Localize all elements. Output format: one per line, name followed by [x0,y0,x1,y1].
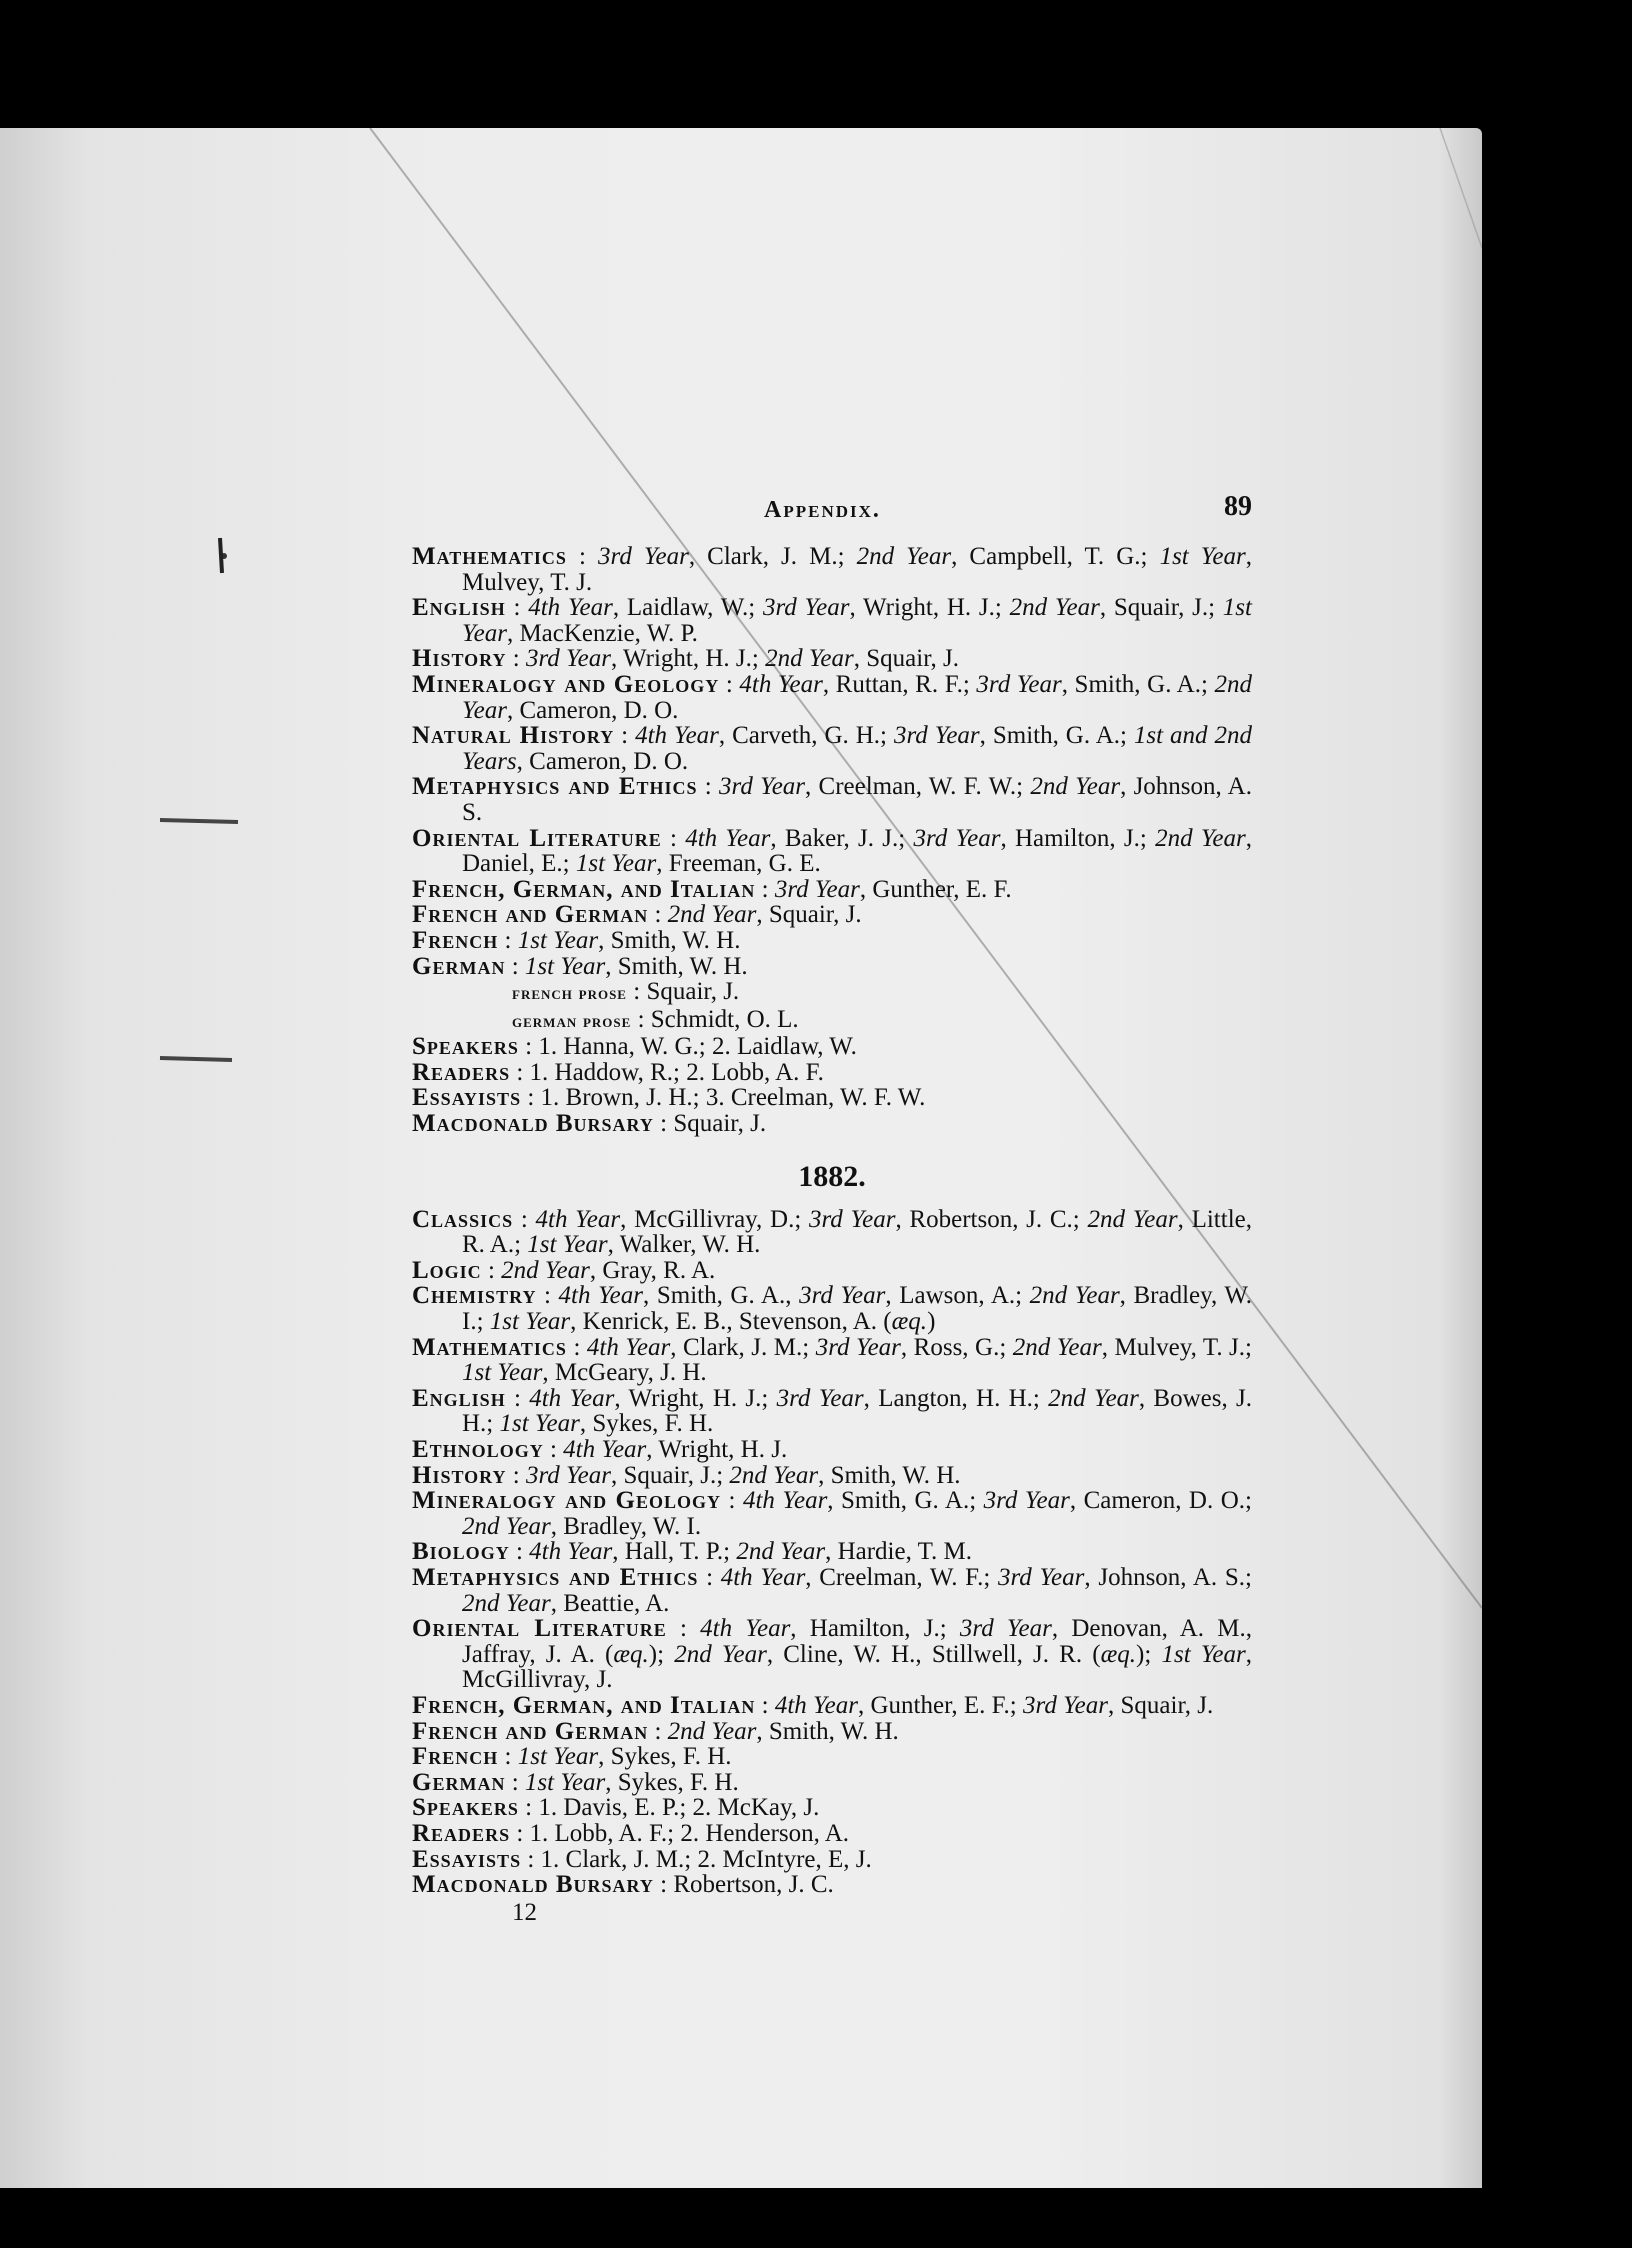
award-entry: Readers : 1. Haddow, R.; 2. Lobb, A. F. [412,1058,824,1086]
subject-heading: History [412,645,507,673]
subject-heading: Chemistry [412,1282,537,1310]
award-entry: History : 3rd Year, Wright, H. J.; 2nd Year, Squair, J. [412,645,959,673]
award-text: 3rd Year, Clark, J. M.; 2nd Year, Campbell, T. G.; 1st Year, Mulvey, T. J. [462,543,1252,596]
award-text: 1. Clark, J. M.; 2. McIntyre, E, J. [540,1845,872,1873]
subject-heading: Oriental Literature [412,1615,667,1643]
award-entry: Macdonald Bursary : Squair, J. [412,1110,767,1138]
award-text: 3rd Year, Wright, H. J.; 2nd Year, Squair, J. [525,645,959,673]
award-entry: Mineralogy and Geology : 4th Year, Ruttan, R. F.; 3rd Year, Smith, G. A.; 2nd Year, Cameron, D. O. [412,670,1252,724]
award-entry: English : 4th Year, Laidlaw, W.; 3rd Year, Wright, H. J.; 2nd Year, Squair, J.; 1st Year, MacKenzie, W. P. [412,594,1252,647]
subject-heading: Biology [412,1538,510,1566]
award-entry: Classics : 4th Year, McGillivray, D.; 3rd Year, Robertson, J. C.; 2nd Year, Little, R. A.; 1st Year, Walker, W. H. [412,1205,1252,1259]
award-entry: Macdonald Bursary : Robertson, J. C. [412,1871,834,1899]
award-text: 1. Davis, E. P.; 2. McKay, J. [538,1794,820,1822]
subject-heading: Mineralogy and Geology [412,1487,722,1515]
award-entry: Oriental Literature : 4th Year, Hamilton, J.; 3rd Year, Denovan, A. M., Jaffray, J. A. (æq.); 2nd Year, Cline, W. H., Stillwell, J. R. (æq.); 1st Year, McGillivray, J. [412,1615,1253,1694]
award-entry: French, German, and Italian : 4th Year, Gunther, E. F.; 3rd Year, Squair, J. [412,1691,1214,1719]
award-text: Squair, J. [673,1110,767,1138]
subject-heading: Classics [412,1205,514,1233]
award-text: 4th Year, Hall, T. P.; 2nd Year, Hardie, T. M. [529,1538,973,1566]
subject-heading: Readers [412,1819,511,1847]
page-content [412,491,1253,1926]
subject-heading: Mathematics [412,1333,567,1361]
award-entry: English : 4th Year, Wright, H. J.; 3rd Year, Langton, H. H.; 2nd Year, Bowes, J. H.; 1st Year, Sykes, F. H. [412,1384,1252,1438]
subject-heading: Logic [412,1256,482,1284]
award-entry: Biology : 4th Year, Hall, T. P.; 2nd Year, Hardie, T. M. [412,1538,973,1566]
subject-heading: French, German, and Italian [412,1691,756,1719]
subject-heading: German [412,1768,506,1796]
award-text: 1. Lobb, A. F.; 2. Henderson, A. [529,1819,850,1847]
subject-heading: French and German [412,901,649,929]
running-header [412,491,1252,544]
running-title: Appendix. [764,497,881,523]
award-text: 4th Year, Creelman, W. F.; 3rd Year, Johnson, A. S.; 2nd Year, Beattie, A. [462,1563,1252,1617]
subject-heading: Oriental Literature [412,824,662,852]
section-year-heading: 1882. [798,1159,866,1193]
subject-heading: French [412,1743,499,1771]
award-text: 2nd Year, Squair, J. [667,901,862,929]
award-text: Squair, J. [646,978,740,1006]
subject-heading: Natural History [412,722,615,750]
subject-heading: English [412,1384,506,1412]
award-text: Schmidt, O. L. [650,1005,799,1033]
subject-heading: French [412,926,499,954]
award-text: 4th Year, Laidlaw, W.; 3rd Year, Wright, H. J.; 2nd Year, Squair, J.; 1st Year, MacKenzie, W. P. [462,594,1252,647]
award-text: 4th Year, Wright, H. J.; 3rd Year, Langton, H. H.; 2nd Year, Bowes, J. H.; 1st Year, Sykes, F. H. [462,1384,1252,1438]
award-entry: Speakers : 1. Hanna, W. G.; 2. Laidlaw, W. [412,1033,857,1061]
award-text: 3rd Year, Gunther, E. F. [774,875,1012,903]
award-entry: French : 1st Year, Sykes, F. H. [412,1743,732,1771]
award-entry: German : 1st Year, Smith, W. H. [412,952,748,980]
award-text: 1st Year, Sykes, F. H. [524,1768,739,1796]
subject-heading: french prose [512,983,627,1005]
subject-heading: German [412,952,506,980]
award-text: 3rd Year, Creelman, W. F. W.; 2nd Year, Johnson, A. S. [462,773,1252,826]
subject-heading: Speakers [412,1794,519,1822]
award-text: 1st Year, Smith, W. H. [517,926,741,954]
award-entry: French and German : 2nd Year, Smith, W. H. [412,1717,899,1745]
award-entry: german prose : Schmidt, O. L. [512,1005,799,1033]
award-entry: French, German, and Italian : 3rd Year, Gunther, E. F. [412,875,1012,903]
subject-heading: Essayists [412,1845,522,1873]
award-text: 4th Year, Wright, H. J. [563,1436,788,1463]
award-text: 1. Hanna, W. G.; 2. Laidlaw, W. [538,1033,857,1061]
award-entry: Essayists : 1. Clark, J. M.; 2. McIntyre, E, J. [412,1845,872,1873]
award-entry: Ethnology : 4th Year, Wright, H. J. [412,1436,788,1463]
award-text: 3rd Year, Squair, J.; 2nd Year, Smith, W. H. [525,1461,961,1489]
award-entry: German : 1st Year, Sykes, F. H. [412,1768,739,1796]
subject-heading: English [412,594,506,622]
award-entry: Metaphysics and Ethics : 4th Year, Creelman, W. F.; 3rd Year, Johnson, A. S.; 2nd Year, Beattie, A. [412,1563,1252,1617]
award-text: 1st Year, Sykes, F. H. [517,1743,732,1771]
award-entry: French and German : 2nd Year, Squair, J. [412,901,862,929]
award-entry: French : 1st Year, Smith, W. H. [412,926,741,954]
award-entry: Speakers : 1. Davis, E. P.; 2. McKay, J. [412,1794,820,1822]
award-text: Robertson, J. C. [673,1871,834,1899]
award-entry: Mathematics : 4th Year, Clark, J. M.; 3rd Year, Ross, G.; 2nd Year, Mulvey, T. J.; 1st Year, McGeary, J. H. [412,1333,1252,1387]
subject-heading: Macdonald Bursary [412,1110,654,1138]
subject-heading: Ethnology [412,1436,544,1463]
subject-heading: Essayists [412,1084,522,1112]
award-text: 4th Year, Smith, G. A., 3rd Year, Lawson, A.; 2nd Year, Bradley, W. I.; 1st Year, Kenrick, E. B., Stevenson, A. (æq.) [462,1282,1252,1336]
award-entry: Mathematics : 3rd Year, Clark, J. M.; 2nd Year, Campbell, T. G.; 1st Year, Mulvey, T. J. [412,543,1252,596]
award-entry: Metaphysics and Ethics : 3rd Year, Creelman, W. F. W.; 2nd Year, Johnson, A. S. [412,773,1252,826]
subject-heading: Mineralogy and Geology [412,670,720,698]
subject-heading: French and German [412,1717,649,1745]
award-entry: Readers : 1. Lobb, A. F.; 2. Henderson, A. [412,1819,850,1847]
award-text: 4th Year, Gunther, E. F.; 3rd Year, Squair, J. [774,1691,1214,1719]
award-entry: History : 3rd Year, Squair, J.; 2nd Year, Smith, W. H. [412,1461,961,1489]
award-text: 2nd Year, Smith, W. H. [667,1717,899,1745]
award-text: 4th Year, Hamilton, J.; 3rd Year, Denovan, A. M., Jaffray, J. A. (æq.); 2nd Year, Cline, W. H., Stillwell, J. R. (æq.); 1st Year, McGillivray, J. [462,1615,1253,1694]
award-entry: Mineralogy and Geology : 4th Year, Smith, G. A.; 3rd Year, Cameron, D. O.; 2nd Year, Bradley, W. I. [412,1487,1252,1540]
award-text: 4th Year, Ruttan, R. F.; 3rd Year, Smith, G. A.; 2nd Year, Cameron, D. O. [462,670,1252,724]
award-entry: Chemistry : 4th Year, Smith, G. A., 3rd Year, Lawson, A.; 2nd Year, Bradley, W. I.; 1st Year, Kenrick, E. B., Stevenson, A. (æq.) [412,1282,1252,1336]
award-entry: Natural History : 4th Year, Carveth, G. H.; 3rd Year, Smith, G. A.; 1st and 2nd Years, Cameron, D. O. [412,722,1252,775]
award-text: 4th Year, Smith, G. A.; 3rd Year, Cameron, D. O.; 2nd Year, Bradley, W. I. [462,1487,1252,1540]
subject-heading: History [412,1461,507,1489]
award-entry: Logic : 2nd Year, Gray, R. A. [412,1256,716,1284]
subject-heading: Metaphysics and Ethics [412,773,698,801]
prize-list-previous-year [412,544,1252,1137]
subject-heading: Metaphysics and Ethics [412,1563,699,1591]
award-text: 4th Year, Carveth, G. H.; 3rd Year, Smith, G. A.; 1st and 2nd Years, Cameron, D. O. [462,722,1252,775]
subject-heading: Macdonald Bursary [412,1871,654,1899]
signature-mark: 12 [512,1898,537,1926]
subject-heading: French, German, and Italian [412,875,756,903]
subject-heading: Mathematics [412,543,567,570]
scanned-page [0,128,1482,2188]
award-text: 4th Year, Baker, J. J.; 3rd Year, Hamilton, J.; 2nd Year, Daniel, E.; 1st Year, Freeman, G. E. [462,824,1252,878]
page-number: 89 [1224,491,1252,522]
award-text: 1. Haddow, R.; 2. Lobb, A. F. [529,1058,824,1086]
award-text: 1. Brown, J. H.; 3. Creelman, W. F. W. [540,1084,926,1112]
award-text: 4th Year, McGillivray, D.; 3rd Year, Robertson, J. C.; 2nd Year, Little, R. A.; 1st Year, Walker, W. H. [462,1205,1252,1259]
award-entry: Essayists : 1. Brown, J. H.; 3. Creelman, W. F. W. [412,1084,926,1112]
prize-list-1882 [412,1207,1252,1898]
award-entry: french prose : Squair, J. [512,978,740,1006]
subject-heading: Readers [412,1058,511,1086]
subject-heading: german prose [512,1010,632,1032]
award-text: 2nd Year, Gray, R. A. [501,1256,716,1284]
award-text: 4th Year, Clark, J. M.; 3rd Year, Ross, G.; 2nd Year, Mulvey, T. J.; 1st Year, McGeary, J. H. [462,1333,1252,1387]
award-text: 1st Year, Smith, W. H. [524,952,748,980]
subject-heading: Speakers [412,1033,519,1061]
award-entry: Oriental Literature : 4th Year, Baker, J. J.; 3rd Year, Hamilton, J.; 2nd Year, Daniel, E.; 1st Year, Freeman, G. E. [412,824,1252,878]
